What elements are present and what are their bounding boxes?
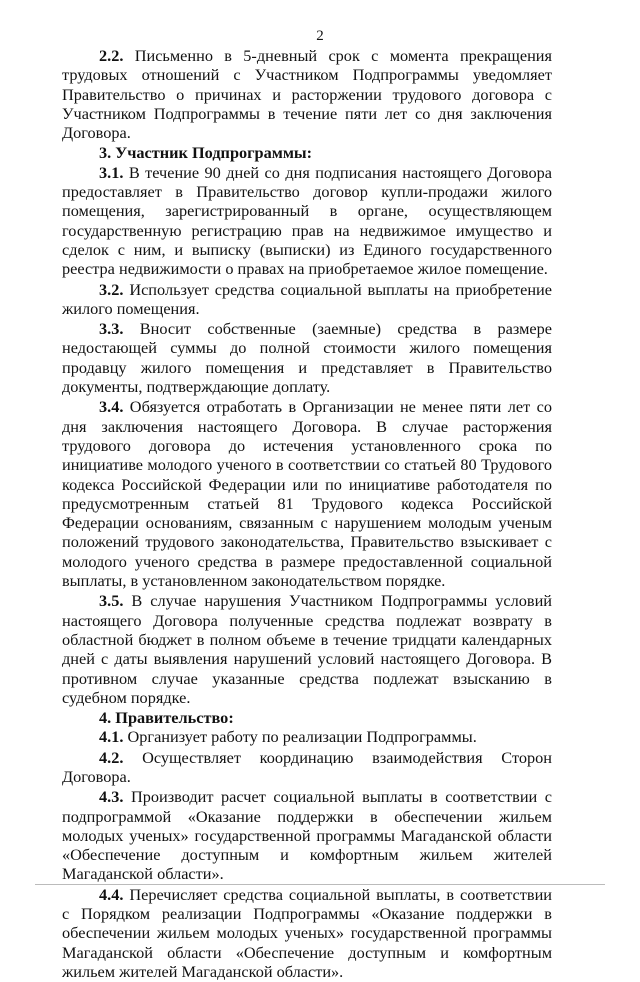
clause-text: В течение 90 дней со дня подписания настоящего Договора предоставляет в Правительство договор купли-продажи жилого помещения, зарегистрированный в органе, осуществляющем государственную регистрацию прав на недвижимое имущество и сделок с ним, и выписку (выписки) из Единого государственного реестра недвижимости о правах на приобретаемое жилое помещение.	[62, 162, 552, 279]
clause-3-2	[62, 280, 552, 319]
clause-number: 4.3.	[99, 787, 124, 807]
clause-text: Использует средства социальной выплаты на приобретение жилого помещения.	[62, 279, 552, 318]
section-heading-4: 4. Правительство:	[99, 708, 234, 728]
clause-number: 3.1.	[99, 162, 124, 182]
clause-3-5	[62, 591, 552, 707]
clause-text: Перечисляет средства социальной выплаты, в соответствии с Порядком реализации Подпрограммы «Оказание поддержки в обеспечении жильем молодых ученых» государственной программы Магаданской области «Обеспечение доступным и комфортным жильем жителей Магаданской области».	[62, 884, 552, 981]
clause-4-1	[62, 727, 552, 746]
scan-edge-line	[35, 884, 605, 885]
clause-4-2	[62, 748, 552, 787]
clause-text: Обязуется отработать в Организации не менее пяти лет со дня заключения настоящего Договора. В случае расторжения трудового договора до истечения установленного срока по инициативе молодого ученого в соответствии со статьей 80 Трудового кодекса Российской Федерации или по инициативе работодателя по предусмотренным статьей 81 Трудового кодекса Российской Федерации основаниям, связанным с нарушением молодым ученым положений трудового законодательства, Правительство взыскивает с молодого ученого средства в размере предоставленной социальной выплаты, в установленном законодательством порядке.	[62, 397, 552, 591]
clause-number: 4.1.	[99, 727, 124, 747]
clause-4-4	[62, 885, 552, 981]
page-number: 2	[316, 28, 324, 44]
clause-number: 4.4.	[99, 884, 124, 904]
clause-3-4	[62, 397, 552, 590]
clause-text: Организует работу по реализации Подпрограммы.	[123, 727, 477, 747]
section-heading-3: 3. Участник Подпрограммы:	[99, 143, 313, 163]
clause-number: 3.5.	[99, 591, 124, 611]
clause-number: 3.4.	[99, 397, 124, 417]
clause-number: 3.3.	[99, 319, 124, 339]
clause-3-1	[62, 163, 552, 279]
clause-text: Письменно в 5-дневный срок с момента прекращения трудовых отношений с Участником Подпрограммы уведомляет Правительство о причинах и расторжении трудового договора с Участником Подпрограммы в течение пяти лет со дня заключения Договора.	[62, 46, 552, 143]
clause-3-3	[62, 319, 552, 396]
document-body	[62, 46, 552, 982]
clause-2-2	[62, 46, 552, 142]
clause-text: Осуществляет координацию взаимодействия Сторон Договора.	[62, 747, 552, 786]
clause-number: 3.2.	[99, 279, 124, 299]
clause-number: 2.2.	[99, 46, 124, 65]
clause-text: В случае нарушения Участником Подпрограммы условий настоящего Договора полученные средства подлежат возврату в областной бюджет в полном объеме в течение тридцати календарных дней с даты выявления нарушений условий настоящего Договора. В противном случае указанные средства подлежат взысканию в судебном порядке.	[62, 591, 552, 707]
clause-number: 4.2.	[99, 747, 124, 767]
clause-text: Производит расчет социальной выплаты в соответствии с подпрограммой «Оказание поддержки в обеспечении жильем молодых ученых» государственной программы Магаданской области «Обеспечение доступным и комфортным жильем жителей Магаданской области».	[62, 787, 552, 884]
clause-4-3	[62, 787, 552, 883]
clause-text: Вносит собственные (заемные) средства в размере недостающей суммы до полной стоимости жилого помещения продавцу жилого помещения и представляет в Правительство документы, подтверждающие доплату.	[62, 319, 552, 397]
